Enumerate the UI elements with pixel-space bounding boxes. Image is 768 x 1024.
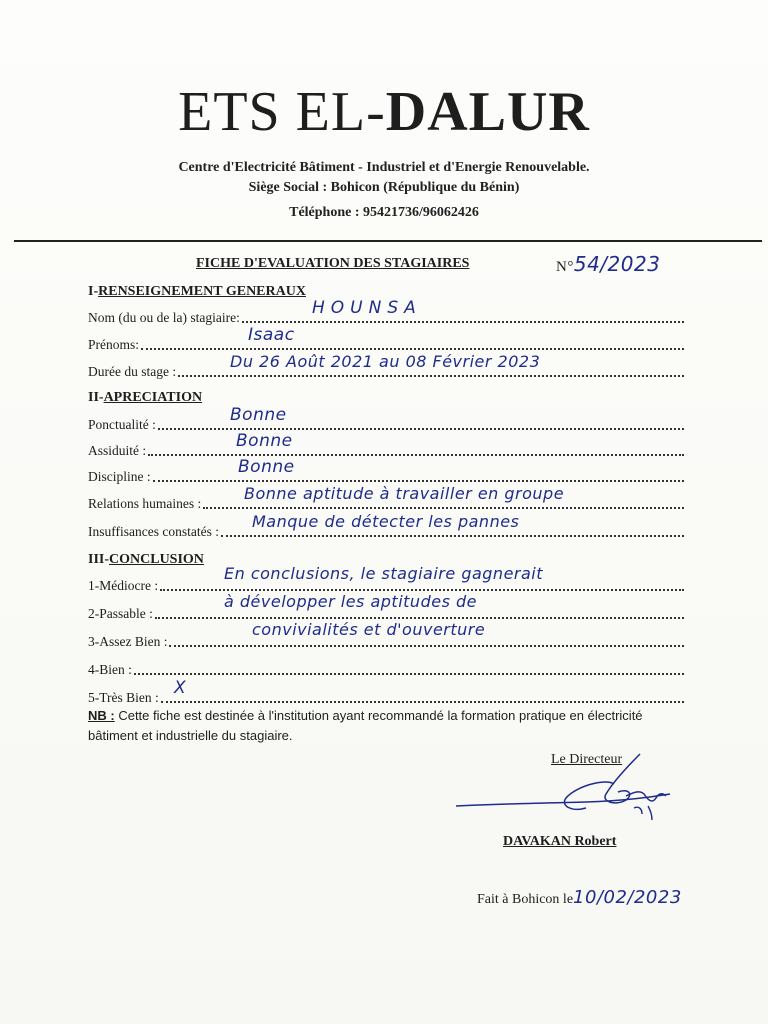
field-relations-humaines: Relations humaines : Bonne aptitude à travailler en groupe — [88, 490, 684, 512]
director-signature — [456, 748, 676, 828]
field-nom: Nom (du ou de la) stagiaire: HOUNSA — [88, 304, 684, 326]
company-name: ETS EL-DALUR — [178, 81, 590, 143]
signature-date: 10/02/2023 — [573, 887, 682, 908]
section-appreciation-heading: II-APRECIATION — [88, 390, 203, 405]
name-value: HOUNSA — [312, 298, 422, 318]
signature-title: Le Directeur — [551, 752, 623, 767]
assiduite-value: Bonne — [236, 431, 293, 451]
prenoms-value: Isaac — [248, 325, 295, 345]
section-conclusion-heading: III-CONCLUSION — [88, 552, 204, 567]
field-insuffisances: Insuffisances constatés : Manque de détecter les pannes — [88, 518, 684, 540]
insuffisances-value: Manque de détecter les pannes — [252, 512, 520, 531]
field-ponctualite: Ponctualité : Bonne — [88, 411, 684, 433]
field-duree: Durée du stage : Du 26 Août 2021 au 08 Février 2023 — [88, 358, 684, 380]
header-divider — [14, 240, 762, 242]
company-subtitle: Centre d'Electricité Bâtiment - Industriel et d'Energie Renouvelable. — [178, 160, 590, 175]
company-address: Siège Social : Bohicon (République du Bénin) — [248, 180, 520, 195]
conclusion-line-2: à développer les aptitudes de — [224, 592, 477, 611]
field-tres-bien: 5-Très Bien : X — [88, 684, 684, 706]
relations-value: Bonne aptitude à travailler en groupe — [244, 484, 565, 503]
duree-value: Du 26 Août 2021 au 08 Février 2023 — [230, 352, 541, 371]
company-phone: Téléphone : 95421736/96062426 — [289, 205, 479, 220]
discipline-value: Bonne — [238, 457, 295, 477]
note: NB : Cette fiche est destinée à l'institution ayant recommandé la formation pratique en électricité bâtiment et industrielle du stagiaire. — [88, 708, 643, 743]
conclusion-line-1: En conclusions, le stagiaire gagnerait — [224, 564, 544, 583]
conclusion-line-3: convivialités et d'ouverture — [252, 620, 486, 639]
field-assez-bien: 3-Assez Bien : convivialités et d'ouverture — [88, 628, 684, 650]
form-number: N°54/2023 — [556, 252, 661, 276]
place-and-date: Fait à Bohicon le10/02/2023 — [477, 887, 682, 908]
signatory-name: DAVAKAN Robert — [503, 834, 617, 849]
field-bien: 4-Bien : — [88, 656, 684, 678]
form-title: FICHE D'EVALUATION DES STAGIAIRES — [196, 256, 470, 271]
ponctualite-value: Bonne — [230, 405, 287, 425]
field-prenoms: Prénoms: Isaac — [88, 331, 684, 353]
section-renseignements-heading: I-RENSEIGNEMENT GENERAUX — [88, 284, 306, 299]
tres-bien-mark: X — [174, 678, 187, 698]
field-discipline: Discipline : Bonne — [88, 463, 684, 485]
field-mediocre: 1-Médiocre : En conclusions, le stagiaire gagnerait — [88, 572, 684, 594]
field-passable: 2-Passable : à développer les aptitudes de — [88, 600, 684, 622]
field-assiduite: Assiduité : Bonne — [88, 437, 684, 459]
